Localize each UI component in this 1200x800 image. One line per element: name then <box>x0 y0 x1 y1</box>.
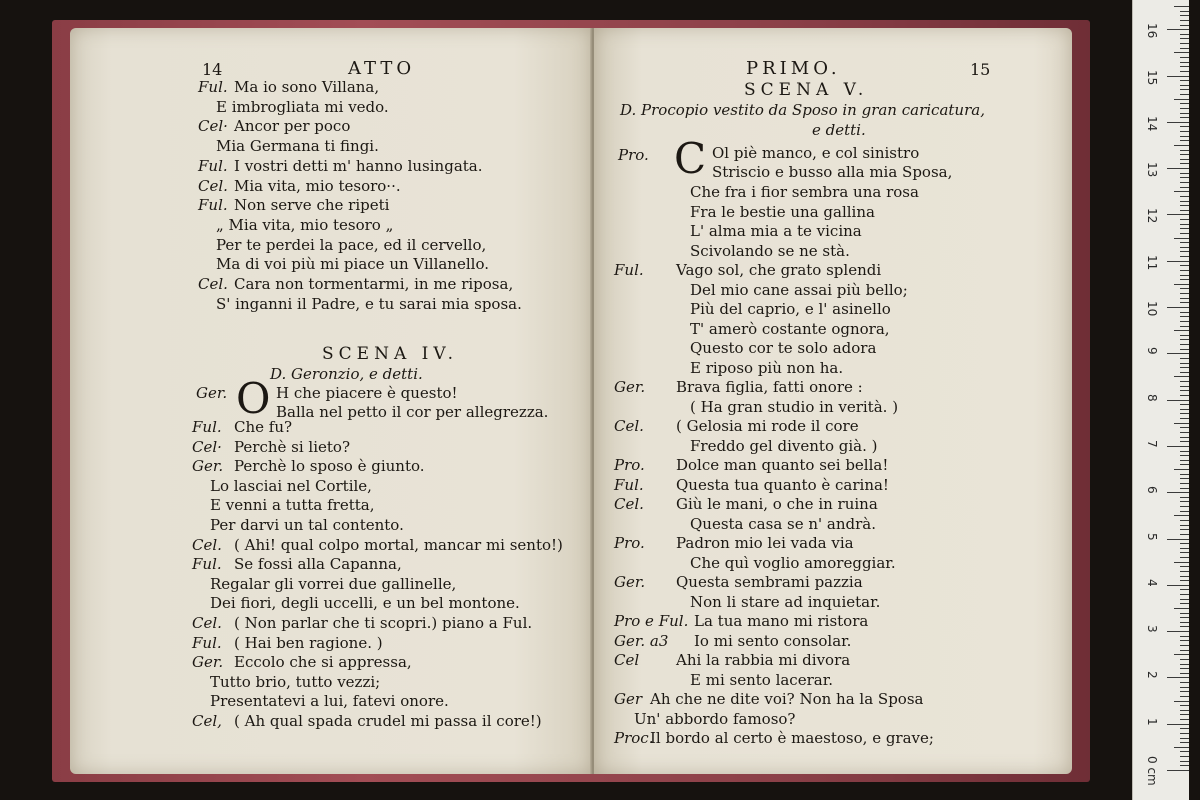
verse-line: Questa casa se n' andrà. <box>690 514 877 533</box>
running-head-left: ATTO <box>348 58 416 79</box>
ruler-number: 14 <box>1145 115 1159 132</box>
ruler-tick <box>1180 580 1189 581</box>
speaker-label: Cel· <box>198 117 228 136</box>
ruler-tick <box>1180 705 1189 706</box>
verse-line: Giù le mani, o che in ruina <box>676 495 878 513</box>
ruler-tick <box>1167 29 1189 30</box>
ruler-tick <box>1180 506 1189 507</box>
ruler-tick <box>1180 613 1189 614</box>
verse-line: Freddo gel divento già. ) <box>690 436 878 455</box>
ruler-tick <box>1167 585 1189 586</box>
ruler-tick <box>1180 210 1189 211</box>
ruler-tick <box>1180 742 1189 743</box>
ruler-number: 15 <box>1145 69 1159 85</box>
ruler-tick <box>1180 636 1189 637</box>
ruler-tick <box>1180 566 1189 567</box>
ruler-tick <box>1180 57 1189 58</box>
verse-line: E mi sento lacerar. <box>690 670 833 689</box>
ruler-tick <box>1180 668 1189 669</box>
ruler-tick <box>1180 464 1189 465</box>
ruler-tick <box>1174 191 1189 192</box>
ruler-tick <box>1167 122 1189 123</box>
verse-line: Questo cor te solo adora <box>690 339 877 357</box>
verse-line: „ Mia vita, mio tesoro „ <box>216 215 394 234</box>
verse-line: Ah che ne dite voi? Non ha la Sposa <box>650 690 924 708</box>
ruler-tick <box>1167 353 1189 354</box>
ruler-number: 10 <box>1145 301 1159 317</box>
ruler-tick <box>1180 390 1189 391</box>
speaker-label: Ger. <box>614 573 646 591</box>
ruler-tick <box>1180 427 1189 428</box>
ruler-tick <box>1180 66 1189 67</box>
verse-line: Questa tua quanto è carina! <box>676 475 889 494</box>
ruler-tick <box>1174 52 1189 53</box>
verse-line: Del mio cane assai più bello; <box>690 280 908 299</box>
verse-line: S' inganni il Padre, e tu sarai mia sposa. <box>216 294 522 313</box>
ruler-tick <box>1180 302 1189 303</box>
ruler-tick <box>1180 25 1189 26</box>
speaker-label: Ger. a3 <box>614 631 669 650</box>
ruler-tick <box>1174 423 1189 424</box>
ruler-tick <box>1180 256 1189 257</box>
ruler-tick <box>1180 437 1189 438</box>
ruler-tick <box>1167 492 1189 493</box>
speaker-label: Cel. <box>614 417 644 435</box>
verse-line: Per darvi un tal contento. <box>210 516 404 534</box>
right-page <box>594 28 1072 774</box>
ruler-tick <box>1180 224 1189 225</box>
verse-line: Non serve che ripeti <box>234 196 390 215</box>
ruler-tick <box>1180 326 1189 327</box>
verse-line: Se fossi alla Capanna, <box>234 555 402 574</box>
drop-cap: C <box>674 134 707 183</box>
ruler-tick <box>1180 89 1189 90</box>
verse-line: ( Gelosia mi rode il core <box>676 417 859 435</box>
verse-line: Lo lasciai nel Cortile, <box>210 476 372 495</box>
ruler-tick <box>1180 599 1189 600</box>
verse-line: Che fra i fior sembra una rosa <box>690 183 919 201</box>
verse-line: Balla nel petto il cor per allegrezza. <box>276 403 549 421</box>
verse-line: Cara non tormentarmi, in me riposa, <box>234 275 514 293</box>
ruler-tick <box>1180 367 1189 368</box>
ruler-tick <box>1167 261 1189 262</box>
verse-line: Per te perdei la pace, ed il cervello, <box>216 235 487 254</box>
ruler-tick <box>1180 552 1189 553</box>
ruler-tick <box>1174 330 1189 331</box>
ruler-tick <box>1180 589 1189 590</box>
ruler-tick <box>1180 548 1189 549</box>
ruler-tick <box>1180 529 1189 530</box>
verse-line: Ma io sono Villana, <box>234 78 380 96</box>
drop-cap: O <box>236 374 271 423</box>
verse-line: Perchè lo sposo è giunto. <box>234 457 425 476</box>
ruler-tick <box>1180 136 1189 137</box>
ruler-number: 6 <box>1145 486 1159 494</box>
ruler-tick <box>1180 279 1189 280</box>
stage-direction-v-2: e detti. <box>812 121 866 139</box>
page-number-right: 15 <box>970 60 991 79</box>
ruler-tick <box>1180 187 1189 188</box>
ruler-tick <box>1180 293 1189 294</box>
speaker-label: Cel. <box>198 176 228 195</box>
page-number-left: 14 <box>202 60 223 79</box>
ruler-tick <box>1180 751 1189 752</box>
ruler-tick <box>1174 515 1189 516</box>
verse-line: Che fu? <box>234 418 293 436</box>
speaker-label: Ful. <box>198 78 228 96</box>
ruler-tick <box>1180 534 1189 535</box>
ruler-tick <box>1167 677 1189 678</box>
ruler-tick <box>1180 163 1189 164</box>
ruler-tick <box>1180 339 1189 340</box>
ruler-tick <box>1167 770 1189 771</box>
speaker-label: Cel. <box>192 535 222 554</box>
ruler-tick <box>1180 617 1189 618</box>
verse-line: Ahi la rabbia mi divora <box>676 651 851 669</box>
verse-line: Mia Germana ti fingi. <box>216 137 379 156</box>
ruler-tick <box>1180 520 1189 521</box>
ruler-tick <box>1180 557 1189 558</box>
ruler-number: 12 <box>1145 208 1159 224</box>
ruler-tick <box>1180 696 1189 697</box>
scene-title-iv: SCENA IV. <box>322 344 459 364</box>
ruler-tick <box>1180 201 1189 202</box>
verse-line: Dolce man quanto sei bella! <box>676 456 889 474</box>
scene-title-v: SCENA V. <box>744 80 869 100</box>
verse-line: ( Hai ben ragione. ) <box>234 633 383 652</box>
measuring-ruler <box>1132 0 1189 800</box>
verse-line: E riposo più non ha. <box>690 358 844 377</box>
verse-line: La tua mano mi ristora <box>694 612 869 630</box>
ruler-tick <box>1180 265 1189 266</box>
ruler-tick <box>1174 701 1189 702</box>
verse-line: ( Ahi! qual colpo mortal, mancar mi sento!) <box>234 535 563 554</box>
verse-line: I vostri detti m' hanno lusingata. <box>234 156 483 175</box>
ruler-tick <box>1180 335 1189 336</box>
ruler-tick <box>1180 196 1189 197</box>
ruler-tick <box>1167 76 1189 77</box>
running-head-right: PRIMO. <box>746 58 841 79</box>
ruler-tick <box>1174 654 1189 655</box>
ruler-tick <box>1180 275 1189 276</box>
ruler-tick <box>1180 80 1189 81</box>
ruler-tick <box>1180 543 1189 544</box>
ruler-unit-label: 0 cm <box>1145 756 1159 786</box>
ruler-tick <box>1180 131 1189 132</box>
verse-line: Striscio e busso alla mia Sposa, <box>712 163 953 181</box>
verse-line: Ma di voi più mi piace un Villanello. <box>216 255 489 274</box>
ruler-tick <box>1180 488 1189 489</box>
ruler-tick <box>1180 62 1189 63</box>
ruler-tick <box>1180 576 1189 577</box>
verse-line: Più del caprio, e l' asinello <box>690 300 891 318</box>
ruler-tick <box>1180 242 1189 243</box>
ruler-tick <box>1180 761 1189 762</box>
verse-line: H che piacere è questo! <box>276 384 458 402</box>
speaker-label: Pro. <box>614 534 645 552</box>
verse-line: E venni a tutta fretta, <box>210 496 375 515</box>
stage-direction-iv: D. Geronzio, e detti. <box>270 365 423 383</box>
speaker-label: Ger. <box>196 384 228 402</box>
ruler-tick <box>1180 594 1189 595</box>
ruler-number: 13 <box>1145 162 1159 178</box>
ruler-tick <box>1180 650 1189 651</box>
ruler-number: 5 <box>1145 532 1159 541</box>
verse-line: L' alma mia a te vicina <box>690 222 862 240</box>
ruler-tick <box>1180 728 1189 729</box>
verse-line: E imbrogliata mi vedo. <box>216 97 389 116</box>
ruler-tick <box>1180 288 1189 289</box>
speaker-label: Ger. <box>614 378 646 396</box>
ruler-tick <box>1167 446 1189 447</box>
verse-line: Il bordo al certo è maestoso, e grave; <box>650 729 934 747</box>
ruler-tick <box>1174 469 1189 470</box>
speaker-label: Proc. <box>614 729 654 747</box>
ruler-tick <box>1180 673 1189 674</box>
ruler-tick <box>1174 376 1189 377</box>
speaker-label: Pro. <box>618 146 649 164</box>
ruler-tick <box>1180 404 1189 405</box>
left-page <box>70 28 592 774</box>
speaker-label: Ful. <box>198 196 228 215</box>
ruler-tick <box>1167 168 1189 169</box>
ruler-tick <box>1180 626 1189 627</box>
verse-line: Questa sembrami pazzia <box>676 573 863 591</box>
speaker-label: Ger. <box>192 653 224 672</box>
ruler-tick <box>1180 150 1189 151</box>
ruler-number: 7 <box>1145 439 1159 448</box>
speaker-label: Ful. <box>192 418 222 436</box>
ruler-tick <box>1180 413 1189 414</box>
speaker-label: Cel. <box>198 275 228 293</box>
verse-line: Perchè si lieto? <box>234 437 351 456</box>
ruler-tick <box>1167 400 1189 401</box>
verse-line: Che quì voglio amoreggiar. <box>690 553 896 572</box>
ruler-tick <box>1174 608 1189 609</box>
ruler-tick <box>1180 733 1189 734</box>
ruler-tick <box>1180 103 1189 104</box>
ruler-tick <box>1180 140 1189 141</box>
verse-line: ( Ah qual spada crudel mi passa il core!) <box>234 712 542 730</box>
ruler-tick <box>1180 228 1189 229</box>
verse-line: Regalar gli vorrei due gallinelle, <box>210 574 457 593</box>
speaker-label: Pro e Ful. <box>614 612 689 630</box>
ruler-tick <box>1180 270 1189 271</box>
ruler-tick <box>1180 219 1189 220</box>
ruler-tick <box>1180 159 1189 160</box>
ruler-tick <box>1180 94 1189 95</box>
ruler-tick <box>1180 719 1189 720</box>
ruler-number: 8 <box>1145 393 1159 402</box>
ruler-tick <box>1180 205 1189 206</box>
ruler-tick <box>1180 483 1189 484</box>
ruler-tick <box>1180 71 1189 72</box>
ruler-tick <box>1180 233 1189 234</box>
ruler-tick <box>1174 99 1189 100</box>
verse-line: Padron mio lei vada via <box>676 534 854 552</box>
speaker-label: Cel. <box>192 614 222 632</box>
ruler-tick <box>1180 20 1189 21</box>
ruler-tick <box>1174 562 1189 563</box>
ruler-tick <box>1180 85 1189 86</box>
ruler-tick <box>1180 48 1189 49</box>
ruler-tick <box>1180 687 1189 688</box>
ruler-tick <box>1180 418 1189 419</box>
ruler-tick <box>1180 640 1189 641</box>
ruler-tick <box>1167 539 1189 540</box>
ruler-tick <box>1180 11 1189 12</box>
ruler-tick <box>1180 358 1189 359</box>
verse-line: Vago sol, che grato splendi <box>676 261 882 279</box>
verse-line: Non li stare ad inquietar. <box>690 592 881 611</box>
ruler-tick <box>1180 395 1189 396</box>
ruler-number: 11 <box>1145 254 1159 270</box>
ruler-tick <box>1180 154 1189 155</box>
ruler-tick <box>1167 724 1189 725</box>
ruler-tick <box>1180 349 1189 350</box>
ruler-tick <box>1180 441 1189 442</box>
verse-line: Un' abbordo famoso? <box>634 709 796 728</box>
speaker-label: Cel, <box>192 712 222 730</box>
ruler-tick <box>1180 363 1189 364</box>
ruler-tick <box>1174 238 1189 239</box>
ruler-tick <box>1180 525 1189 526</box>
ruler-number: 16 <box>1145 23 1159 39</box>
speaker-label: Cel <box>614 651 640 669</box>
ruler-tick <box>1180 659 1189 660</box>
ruler-number: 1 <box>1145 717 1159 726</box>
ruler-tick <box>1180 497 1189 498</box>
ruler-tick <box>1180 298 1189 299</box>
ruler-tick <box>1180 451 1189 452</box>
speaker-label: Ful. <box>192 555 222 574</box>
ruler-tick <box>1174 6 1189 7</box>
ruler-tick <box>1180 113 1189 114</box>
verse-line: Ancor per poco <box>234 117 351 136</box>
ruler-tick <box>1174 284 1189 285</box>
ruler-tick <box>1180 455 1189 456</box>
ruler-tick <box>1174 747 1189 748</box>
speaker-label: Ful. <box>192 633 222 652</box>
verse-line: Brava figlia, fatti onore : <box>676 378 863 396</box>
verse-line: Eccolo che si appressa, <box>234 653 412 672</box>
ruler-tick <box>1180 386 1189 387</box>
verse-line: Tutto brio, tutto vezzi; <box>210 672 381 691</box>
ruler-tick <box>1180 501 1189 502</box>
speaker-label: Ger. <box>192 457 224 476</box>
ruler-tick <box>1180 460 1189 461</box>
ruler-tick <box>1180 603 1189 604</box>
ruler-tick <box>1167 631 1189 632</box>
ruler-tick <box>1180 645 1189 646</box>
ruler-tick <box>1180 251 1189 252</box>
ruler-tick <box>1180 571 1189 572</box>
ruler-tick <box>1180 622 1189 623</box>
ruler-tick <box>1180 372 1189 373</box>
ruler-tick <box>1180 34 1189 35</box>
ruler-tick <box>1180 312 1189 313</box>
speaker-label: Ger <box>614 690 643 708</box>
ruler-tick <box>1180 117 1189 118</box>
verse-line: Fra le bestie una gallina <box>690 202 875 221</box>
ruler-tick <box>1180 664 1189 665</box>
ruler-tick <box>1180 432 1189 433</box>
verse-line: T' amerò costante ognora, <box>690 319 890 338</box>
ruler-tick <box>1180 478 1189 479</box>
ruler-tick <box>1167 307 1189 308</box>
ruler-tick <box>1180 126 1189 127</box>
speaker-label: Ful. <box>614 475 644 494</box>
ruler-number: 9 <box>1145 347 1159 355</box>
ruler-tick <box>1180 409 1189 410</box>
verse-line: ( Non parlar che ti scopri.) piano a Ful. <box>234 614 533 632</box>
ruler-tick <box>1180 344 1189 345</box>
ruler-tick <box>1180 738 1189 739</box>
ruler-tick <box>1180 511 1189 512</box>
ruler-tick <box>1180 765 1189 766</box>
ruler-tick <box>1180 756 1189 757</box>
speaker-label: Cel. <box>614 495 644 513</box>
verse-line: Scivolando se ne stà. <box>690 241 850 260</box>
ruler-tick <box>1180 381 1189 382</box>
ruler-tick <box>1180 247 1189 248</box>
ruler-tick <box>1180 177 1189 178</box>
ruler-tick <box>1180 691 1189 692</box>
ruler-tick <box>1180 15 1189 16</box>
speaker-label: Ful. <box>614 261 644 279</box>
verse-line: Mia vita, mio tesoro··. <box>234 176 401 195</box>
stage-direction-v: D. Procopio vestito da Sposo in gran caricatura, <box>620 101 985 119</box>
ruler-tick <box>1180 43 1189 44</box>
ruler-tick <box>1180 108 1189 109</box>
speaker-label: Ful. <box>198 156 228 175</box>
ruler-tick <box>1180 321 1189 322</box>
ruler-tick <box>1180 182 1189 183</box>
ruler-tick <box>1180 682 1189 683</box>
speaker-label: Cel· <box>192 437 222 456</box>
ruler-tick <box>1180 714 1189 715</box>
ruler-tick <box>1180 316 1189 317</box>
ruler-tick <box>1174 145 1189 146</box>
ruler-tick <box>1180 474 1189 475</box>
ruler-tick <box>1180 38 1189 39</box>
verse-line: Io mi sento consolar. <box>694 631 852 650</box>
ruler-number: 3 <box>1145 625 1159 633</box>
verse-line: ( Ha gran studio in verità. ) <box>690 397 899 416</box>
verse-line: Dei fiori, degli uccelli, e un bel montone. <box>210 594 520 613</box>
verse-line: Ol piè manco, e col sinistro <box>712 144 920 162</box>
ruler-tick <box>1180 710 1189 711</box>
ruler-tick <box>1180 173 1189 174</box>
ruler-tick <box>1167 214 1189 215</box>
ruler-number: 4 <box>1145 578 1159 587</box>
verse-line: Presentatevi a lui, fatevi onore. <box>210 692 449 711</box>
ruler-number: 2 <box>1145 671 1159 680</box>
speaker-label: Pro. <box>614 456 645 474</box>
